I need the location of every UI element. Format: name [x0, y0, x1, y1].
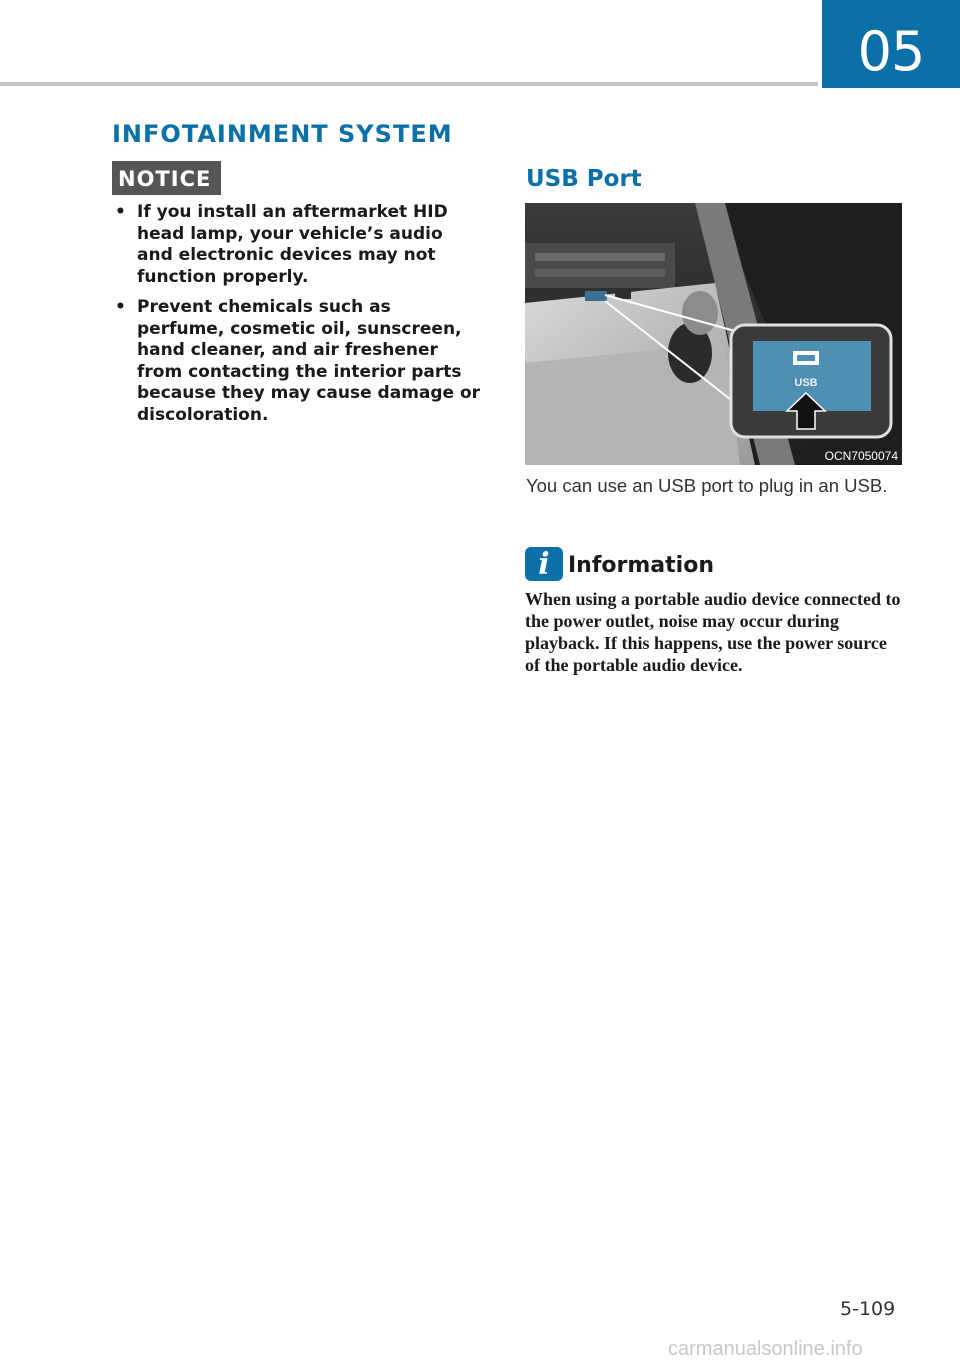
notice-badge: NOTICE [112, 161, 221, 195]
notice-item: • If you install an aftermarket HID head lamp, your vehicle’s audio and electronic devices may not function properly. [115, 202, 448, 287]
header-rule [0, 82, 818, 86]
image-code: OCN7050074 [824, 449, 898, 463]
watermark: carmanualsonline.info [668, 1338, 863, 1360]
usb-port-heading: USB Port [526, 166, 642, 192]
usb-inset-label: USB [794, 377, 818, 389]
information-text: When using a portable audio device connected to the power outlet, noise may occur during playback. If this happens, use the power source of the portable audio device. [525, 589, 901, 675]
bullet-icon: • [115, 297, 126, 317]
notice-item: • Prevent chemicals such as perfume, cosmetic oil, sunscreen, hand cleaner, and air freshener from contacting the interior parts because they may cause damage or discoloration. [115, 297, 481, 425]
usb-port-description: You can use an USB port to plug in an USB. [526, 475, 888, 496]
section-title: INFOTAINMENT SYSTEM [112, 120, 453, 148]
usb-port-photo [525, 203, 902, 465]
information-heading: Information [568, 553, 714, 578]
bullet-icon: • [115, 202, 126, 222]
page-number: 5-109 [840, 1298, 896, 1320]
info-icon: i [525, 547, 563, 581]
chapter-tab: 05 [822, 0, 960, 88]
notice-list [112, 202, 482, 435]
